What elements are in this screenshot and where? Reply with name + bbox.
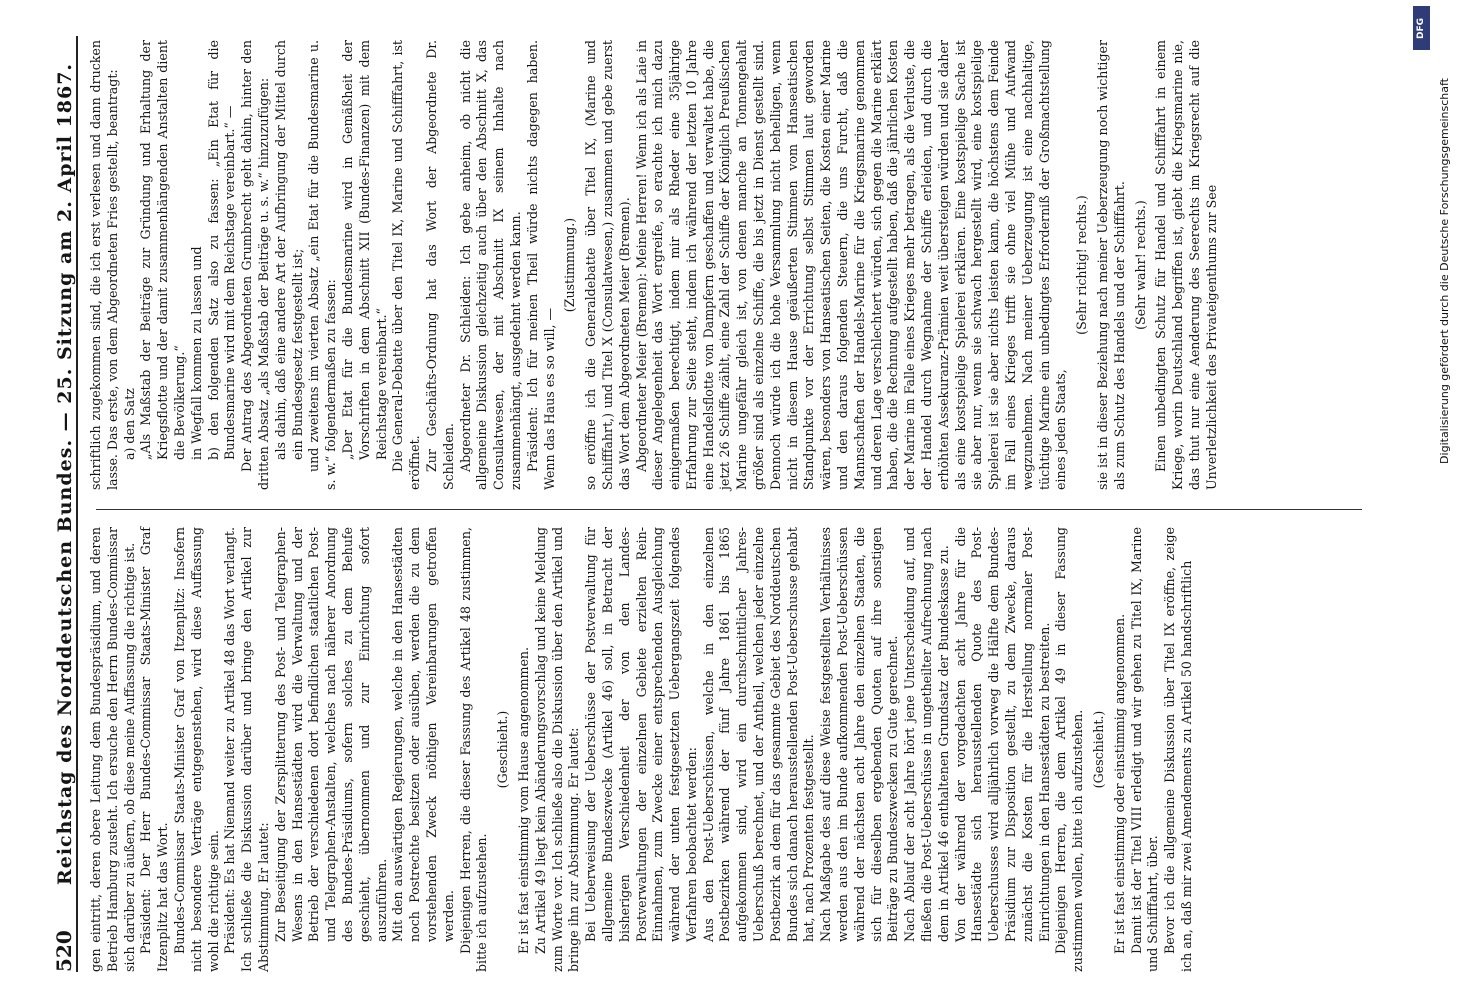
stage-note: (Zustimmung.) — [562, 217, 578, 313]
paragraph: Einen unbedingten Schutz für Handel und Schifffahrt in einem Kriege, worin Deutschland begriffen ist, giebt die Kriegsmarine nie, das thut nur eine Aenderung des Seerechts im Kriegsrecht auf die Unverletzlichkeit des Privateigenthums zur See — [1153, 40, 1219, 490]
dfg-logo: DFG — [1413, 6, 1430, 50]
running-title: Reichstag des Norddeutschen Bundes. — 25. Sitzung am 2. April 1867. — [54, 62, 76, 886]
paragraph: in Wegfall kommen zu lassen und — [188, 246, 204, 460]
paragraph: Bundes-Commissar Staats-Minister Graf von Itzenplitz: Insofern nicht besondere Verträge entgegenstehen, wird diese Auffassung wohl die richtige sein. — [171, 527, 221, 972]
paragraph: Zu Artikel 49 liegt kein Abänderungsvorschlag und keine Meldung zum Worte vor. Ich schließe also die Diskussion über den Artikel und bringe ihn zur Abstimmung. Er lautet: — [532, 527, 582, 972]
stage-note: (Geschieht.) — [1091, 710, 1107, 789]
paragraph: Zur Beseitigung der Zersplitterung des Post- und Telegraphen-Wesens in den Hansestädten wird die Verwaltung und der Betrieb der verschiedenen dort befindlichen staatlichen Post- und Telegraphen-Anstalten, welches nach näherer Anordnung des Bundes-Präsidiums, sofern solches zu dem Behufe geschieht, übernommen und zur Einrichtung sofort auszuführen. — [272, 527, 389, 942]
paragraph: gen eintritt, deren obere Leitung dem Bundespräsidium, und deren Betrieb Hamburg zusteht. Ich ersuche den Herrn Bundes-Commissar sich darüber zu äußern, ob diese meine Auffassung die richtige ist. — [88, 527, 137, 972]
paragraph: Präsident: Ich für meinen Theil würde nichts dagegen haben. Wenn das Haus es so will, — — [524, 40, 557, 490]
paragraph: Abgeordneter Meier (Bremen): Meine Herren! Wenn ich als Laie in dieser Angelegenheit das Wort ergreife, so erachte ich mich dazu einigermaßen berechtigt, indem mir als Rheder eine 35jährige Erfahrung zur Seite steht, indem ich während der letzten 10 Jahre eine Handelsflotte von Dampfern geschaffen und verwaltet habe, die jetzt 26 Schiffe zählt, eine Zahl der Schiffe der Königlich Preußischen Marine ungefähr gleich ist, von denen manche an Tonnengehalt größer sind als einzelne Schiffe, die bis jetzt in Dienst gestellt sind. Dennoch würde ich die hohe Versammlung nicht behelligen, wenn nicht in diesem Hause geäußerten Stimmen vom Hanseatischen Standpunkte vor der Errichtung selbst Stimmen laut geworden wären, besonders von Hanseatischen Seiten, die Kosten einer Marine und den daraus folgenden Steuern, die uns Furcht, daß die Mannschaften der Handels-Marine für die Kriegsmarine genommen und deren Lage verschlechtert würden, sich gegen die Marine erklärt haben, die die Rechnung aufgestellt haben, daß die jährlichen Kosten der Marine im Falle eines Krieges mehr betragen, als die Verluste, die der Handel durch Wegnahme der Schiffe erleiden, und durch die erhöhten Assekuranz-Prämien weit übersteigen würden und sie daher als eine kostspielige Spielerei erklären. Eine kostspielige Sache ist sie aber nur, wenn sie schwach hergestellt wird, eine kostspielige Spielerei ist sie aber nichts leisten kann, die höchstens dem Feinde im Fall eines Krieges trifft sie ohne viel Mühe und Aufwand wegzunehmen. Nach meiner Ueberzeugung ist eine nachhaltige, tüchtige Marine ein unbedingtes Erforderniß der Großmachtstellung eines jeden Staats, — [633, 40, 1069, 490]
right-text-column — [88, 40, 1372, 490]
paragraph: Zur Geschäfts-Ordnung hat das Wort der Abgeordnete Dr. Schleiden. — [423, 40, 456, 490]
paragraph: Er ist fast einstimmig vom Hause angenommen. — [515, 646, 531, 954]
page-number: 520 — [52, 930, 76, 972]
paragraph: Der Antrag des Abgeordneten Grumbrecht geht dahin, hinter den dritten Absatz „als Maßstab der Beiträge u. s. w.“ hinzuzufügen: — [239, 40, 271, 490]
stage-note: (Sehr richtig! rechts.) — [1074, 195, 1090, 335]
paragraph: „Der Etat für die Bundesmarine wird in Gemäßheit der Vorschriften in dem Abschnitt XII (Bundes-Finanzen) mit dem Reichstage vereinbart.“ — [339, 40, 389, 460]
paragraph: Präsident: Es hat Niemand weiter zu Artikel 48 das Wort verlangt. Ich schließe die Diskussion darüber und bringe den Artikel zur Abstimmung. Er lautet: — [222, 527, 271, 972]
paragraph: Von der während der vorgedachten acht Jahre für die Hansestädte sich herausstellenden Quote des Post-Ueberschusses wird alljährlich vorweg die Hälfte dem Bundes-Präsidium zur Disposition gestellt, zu dem Zwecke, daraus zunächst die Kosten für die Herstellung normaler Post-Einrichtungen in den Hansestädten zu bestreiten. — [952, 527, 1052, 942]
paragraph: als dahin, daß eine andere Art der Aufbringung der Mittel durch ein Bundesgesetz festgestellt ist; — [272, 40, 305, 460]
paragraph: Bevor ich die allgemeine Diskussion über Titel IX eröffne, zeige ich an, daß mir zwei Amendements zu Artikel 50 handschriftlich — [1162, 527, 1194, 972]
page-header — [44, 36, 78, 972]
paragraph: Aus den Post-Ueberschüssen, welche in den einzelnen Postbezirken während der fünf Jahre 1861 bis 1865 aufgekommen sind, wird ein durchschnittlicher Jahres-Ueberschuß berechnet, und der Antheil, welchen jeder einzelne Postbezirk an dem für das gesammte Gebiet des Norddeutschen Bundes sich danach herausstellenden Post-Ueberschusse gehabt hat, nach Prozenten festgestellt. — [700, 527, 817, 942]
stage-note: (Geschieht.) — [495, 710, 511, 789]
paragraph: Diejenigen Herren, die dem Artikel 49 in dieser Fassung zustimmen wollen, bitte ich aufzustehen. — [1053, 527, 1086, 972]
stage-note: (Sehr wahr! rechts.) — [1132, 200, 1148, 330]
left-text-column — [88, 527, 1372, 972]
digitization-sidebar — [1407, 0, 1451, 1000]
column-rule — [96, 509, 1362, 510]
paragraph: Präsident: Der Herr Bundes-Commissar Staats-Minister Graf Itzenplitz hat das Wort. — [138, 527, 171, 972]
paragraph: Mit den auswärtigen Regierungen, welche in den Hansestädten noch Postrechte besitzen oder ausüben, werden die zu dem vorstehenden Zweck nöthigen Vereinbarungen getroffen werden. — [390, 527, 456, 942]
paragraph: Bei Ueberweisung der Ueberschüsse der Postverwaltung für allgemeine Bundeszwecke (Artikel 46) soll, in Betracht der bisherigen Verschiedenheit der von den Landes-Postverwaltungen der einzelnen Gebiete erzielten Rein-Einnahmen, zum Zwecke einer entsprechenden Ausgleichung während der unten festgesetzten Uebergangszeit folgendes Verfahren beobachtet werden: — [583, 527, 699, 942]
paragraph: Die General-Debatte über den Titel IX, Marine und Schifffahrt, ist eröffnet. — [390, 40, 423, 490]
paragraph: Er ist fast einstimmig oder einstimmig angenommen. — [1111, 613, 1127, 954]
digitization-note: Digitalisierung gefördert durch die Deutsche Forschungsgemeinschaft — [1438, 78, 1451, 464]
paragraph: Damit ist der Titel VIII erledigt und wir gehen zu Titel IX, Marine und Schifffahrt, über. — [1128, 527, 1161, 972]
paragraph: a) den Satz — [121, 388, 137, 460]
paragraph: Abgeordneter Dr. Schleiden: Ich gebe anheim, ob nicht die allgemeine Diskussion gleichzeitig auch über den Abschnitt X, das Consulatwesen, der mit Abschnitt IX seinem Inhalte nach zusammenhängt, ausgedehnt werden kann. — [457, 40, 523, 490]
paragraph: b) den folgenden Satz also zu fassen: „Ein Etat für die Bundesmarine wird mit dem Reichstage vereinbart.“ — — [205, 40, 238, 460]
paragraph: und zweitens im vierten Absatz „ein Etat für die Bundesmarine u. s. w.“ folgendermaßen zu fassen: — [306, 40, 339, 490]
paragraph: „Als Maßstab der Beiträge zur Gründung und Erhaltung der Kriegsflotte und der damit zusammenhängenden Anstalten dient die Bevölkerung.“ — [138, 40, 187, 460]
paragraph: Diejenigen Herren, die dieser Fassung des Artikel 48 zustimmen, bitte ich aufzustehen. — [457, 527, 490, 972]
paragraph: sie ist in dieser Beziehung nach meiner Ueberzeugung noch wichtiger als zum Schutz des Handels und der Schifffahrt. — [1095, 40, 1127, 490]
paragraph: Nach Maßgabe des auf diese Weise festgestellten Verhältnisses werden aus den im Bunde aufkommenden Post-Ueberschüssen während der nächsten acht Jahre den einzelnen Staaten, die sich für dieselben ergebenden Quoten auf ihre sonstigen Beiträge zu Bundeszwecken zu Gute gerechnet. — [818, 527, 901, 942]
paragraph: schriftlich zugekommen sind, die ich erst verlesen und dann drucken lasse. Das erste, von dem Abgeordneten Fries gestellt, beantragt: — [88, 40, 120, 490]
paragraph: so eröffne ich die Generaldebatte über Titel IX, (Marine und Schifffahrt,) und Titel X (Consulatwesen,) zusammen und gebe zuerst das Wort dem Abgeordneten Meier (Bremen). — [583, 40, 632, 490]
paragraph: Nach Ablauf der acht Jahre hört jene Unterscheidung auf, und fließen die Post-Ueberschüsse in ungetheilter Aufrechnung nach dem in Artikel 46 enthaltenen Grundsatz der Bundeskasse zu. — [902, 527, 951, 942]
